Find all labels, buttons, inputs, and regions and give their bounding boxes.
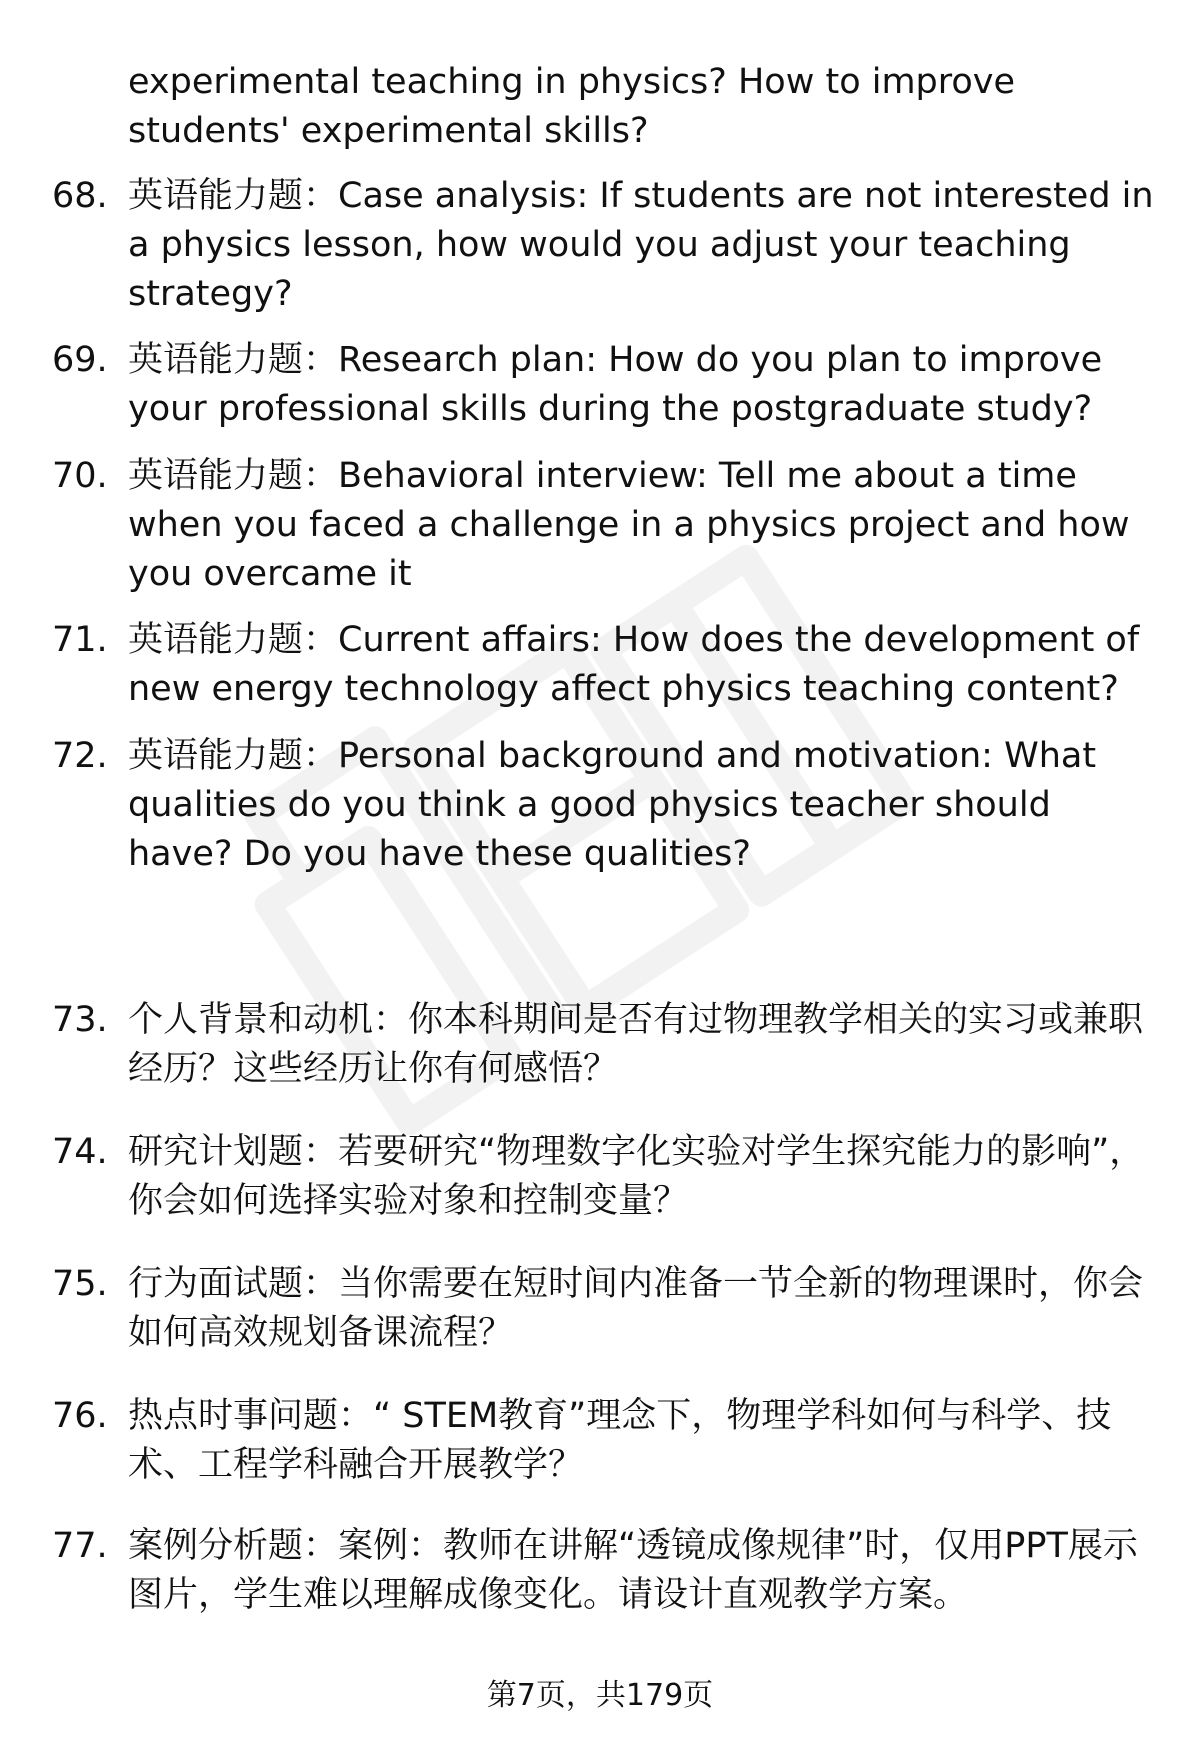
question-number: 74.	[52, 1132, 108, 1172]
question-number: 70.	[52, 456, 108, 496]
question-text: 案例分析题：案例：教师在讲解“透镜成像规律”时，仅用PPT展示图片，学生难以理解成像变化。请设计直观教学方案。	[128, 1526, 1138, 1615]
question-number: 69.	[52, 340, 108, 380]
question-number: 71.	[52, 620, 108, 660]
question-text: 英语能力题：Personal background and motivation: What qualities do you think a good physics teacher should have? Do you have these qualities?	[128, 736, 1097, 874]
question-text: 英语能力题：Case analysis: If students are not interested in a physics lesson, how would you adjust your teaching strategy?	[128, 176, 1154, 314]
question-text: 研究计划题：若要研究“物理数字化实验对学生探究能力的影响”，你会如何选择实验对象和控制变量？	[128, 1132, 1145, 1221]
question-text: 英语能力题：Behavioral interview: Tell me about a time when you faced a challenge in a physics project and how you overcame it	[128, 456, 1130, 594]
page-number-footer: 第7页，共179页	[486, 1678, 714, 1713]
question-text: 个人背景和动机：你本科期间是否有过物理教学相关的实习或兼职经历？这些经历让你有何感悟？	[128, 1000, 1144, 1089]
question-text: 英语能力题：Research plan: How do you plan to improve your professional skills during the postgraduate study?	[128, 340, 1103, 429]
question-number: 76.	[52, 1396, 108, 1436]
continued-question-text: experimental teaching in physics? How to improve students' experimental skills?	[128, 62, 1016, 151]
question-text: 英语能力题：Current affairs: How does the development of new energy technology affect physics teaching content?	[128, 620, 1140, 709]
question-text: 热点时事问题：“ STEM教育”理念下，物理学科如何与科学、技术、工程学科融合开展教学？	[128, 1396, 1112, 1485]
question-number: 77.	[52, 1526, 108, 1566]
question-number: 72.	[52, 736, 108, 776]
question-number: 73.	[52, 1000, 108, 1040]
question-number: 75.	[52, 1264, 108, 1304]
question-text: 行为面试题：当你需要在短时间内准备一节全新的物理课时，你会如何高效规划备课流程？	[128, 1264, 1144, 1353]
question-number: 68.	[52, 176, 108, 216]
